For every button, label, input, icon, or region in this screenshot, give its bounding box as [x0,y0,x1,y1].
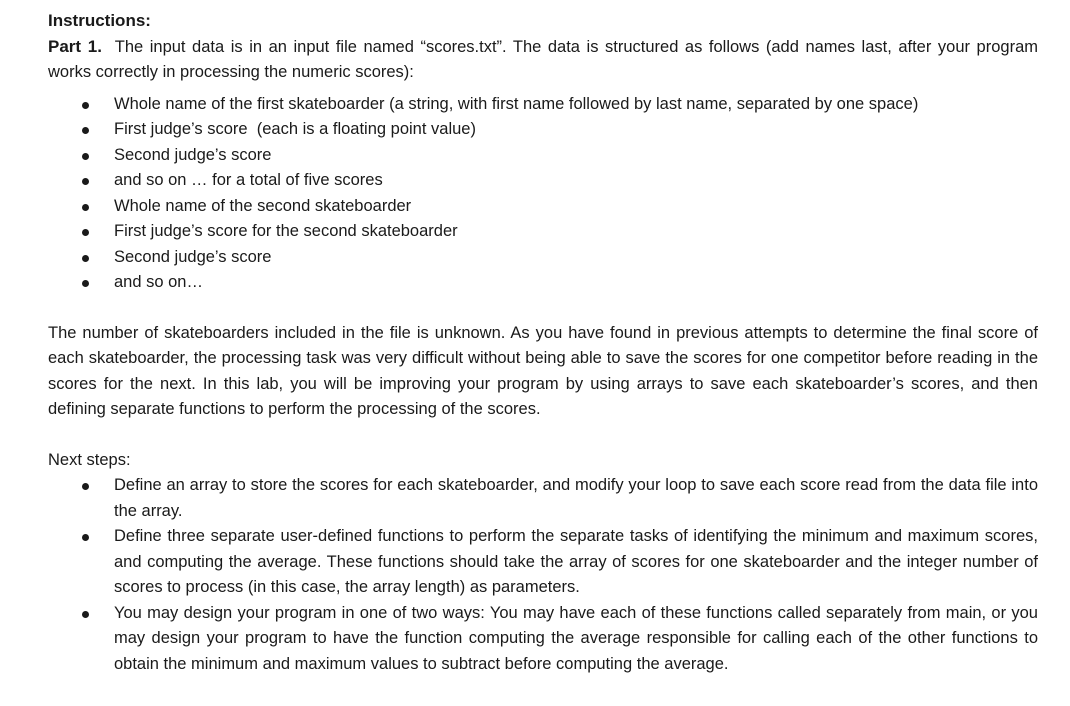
list-item: and so on… [48,270,1038,296]
part1-label: Part 1. [48,36,102,56]
bullet-icon [82,534,89,541]
list-item: You may design your program in one of two ways: You may have each of these functions called separately from main, or you may design your program to have the function computing the average responsible for calling each of the other functions to obtain the minimum and maximum values to subtract before computing the average. [48,601,1038,678]
bullet-icon [82,204,89,211]
part1-text: The input data is in an input file named “scores.txt”. The data is structured as follows (add names last, after your program works correctly in processing the numeric scores): [48,37,1038,81]
part1-paragraph [48,34,1038,86]
bullet-icon [82,127,89,134]
description-paragraph: The number of skateboarders included in the file is unknown. As you have found in previous attempts to determine the final score of each skateboarder, the processing task was very difficult without being able to save the scores for one competitor before reading in the scores for the next. In this lab, you will be improving your program by using arrays to save each skateboarder’s scores, and then defining separate functions to perform the processing of the scores. [48,323,1038,418]
list-item: Whole name of the first skateboarder (a string, with first name followed by last name, separated by one space) [48,92,1038,118]
bullet-icon [82,280,89,287]
bullet-icon [82,483,89,490]
next-steps-label: Next steps: [48,450,131,469]
spacer [48,423,1038,448]
bullet-icon [82,153,89,160]
next-steps-list [48,473,1038,677]
list-item: Second judge’s score [48,245,1038,271]
bullet-icon [82,178,89,185]
list-item: First judge’s score (each is a floating point value) [48,117,1038,143]
spacer [48,296,1038,321]
list-item: and so on … for a total of five scores [48,168,1038,194]
instructions-heading: Instructions: [48,11,151,30]
list-item: First judge’s score for the second skateboarder [48,219,1038,245]
bullet-icon [82,102,89,109]
bullet-icon [82,229,89,236]
bullet-icon [82,255,89,262]
list-item: Define three separate user-defined functions to perform the separate tasks of identifying the minimum and maximum scores, and computing the average. These functions should take the array of scores for one skateboarder and the integer number of scores to process (in this case, the array length) as parameters. [48,524,1038,601]
data-structure-list [48,92,1038,296]
list-item: Second judge’s score [48,143,1038,169]
list-item: Define an array to store the scores for each skateboarder, and modify your loop to save each score read from the data file into the array. [48,473,1038,524]
list-item: Whole name of the second skateboarder [48,194,1038,220]
bullet-icon [82,611,89,618]
